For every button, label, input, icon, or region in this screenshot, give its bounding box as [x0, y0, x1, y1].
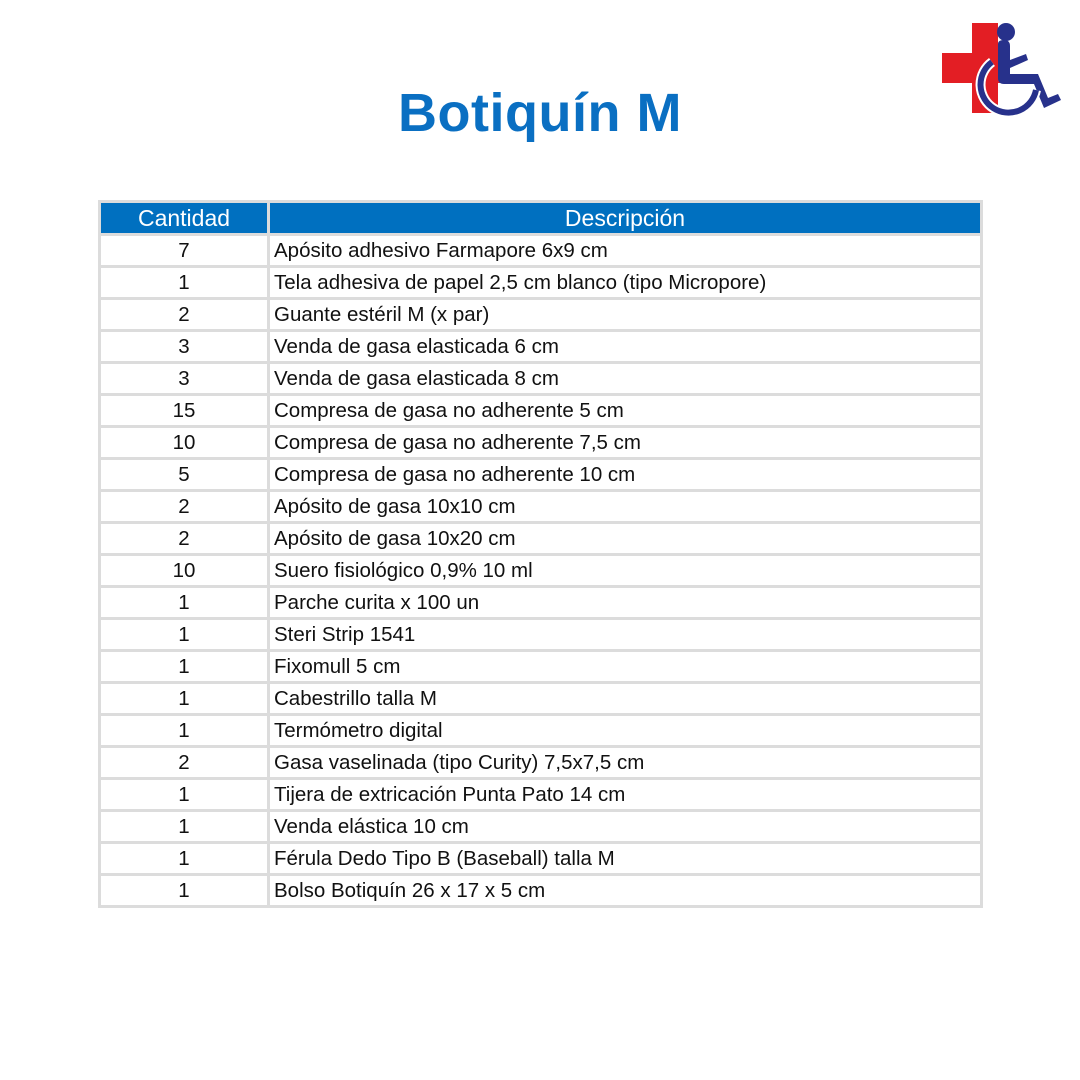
- table-row: [100, 619, 982, 651]
- description-cell: Venda de gasa elasticada 8 cm: [269, 363, 982, 395]
- table-row: [100, 779, 982, 811]
- table-row: [100, 683, 982, 715]
- quantity-cell: 10: [100, 427, 269, 459]
- quantity-cell: 1: [100, 267, 269, 299]
- table-row: [100, 811, 982, 843]
- description-cell: Apósito de gasa 10x20 cm: [269, 523, 982, 555]
- table-row: [100, 395, 982, 427]
- table-header-row: [100, 202, 982, 235]
- table-row: [100, 747, 982, 779]
- description-cell: Suero fisiológico 0,9% 10 ml: [269, 555, 982, 587]
- description-cell: Apósito de gasa 10x10 cm: [269, 491, 982, 523]
- quantity-cell: 5: [100, 459, 269, 491]
- table-row: [100, 875, 982, 907]
- quantity-cell: 7: [100, 235, 269, 267]
- table-row: [100, 331, 982, 363]
- header-cantidad: Cantidad: [100, 202, 269, 235]
- quantity-cell: 2: [100, 747, 269, 779]
- description-cell: Guante estéril M (x par): [269, 299, 982, 331]
- description-cell: Férula Dedo Tipo B (Baseball) talla M: [269, 843, 982, 875]
- quantity-cell: 3: [100, 331, 269, 363]
- description-cell: Venda elástica 10 cm: [269, 811, 982, 843]
- page-title: Botiquín M: [398, 83, 682, 143]
- table-row: [100, 523, 982, 555]
- description-cell: Bolso Botiquín 26 x 17 x 5 cm: [269, 875, 982, 907]
- kit-contents-table: [98, 200, 983, 908]
- table-row: [100, 299, 982, 331]
- description-cell: Tijera de extricación Punta Pato 14 cm: [269, 779, 982, 811]
- description-cell: Compresa de gasa no adherente 5 cm: [269, 395, 982, 427]
- description-cell: Compresa de gasa no adherente 10 cm: [269, 459, 982, 491]
- description-cell: Parche curita x 100 un: [269, 587, 982, 619]
- quantity-cell: 1: [100, 619, 269, 651]
- quantity-cell: 1: [100, 843, 269, 875]
- quantity-cell: 1: [100, 715, 269, 747]
- header-descripcion: Descripción: [269, 202, 982, 235]
- quantity-cell: 1: [100, 683, 269, 715]
- table-row: [100, 235, 982, 267]
- quantity-cell: 1: [100, 779, 269, 811]
- description-cell: Termómetro digital: [269, 715, 982, 747]
- quantity-cell: 1: [100, 811, 269, 843]
- table-row: [100, 363, 982, 395]
- table-row: [100, 651, 982, 683]
- table-row: [100, 459, 982, 491]
- quantity-cell: 1: [100, 651, 269, 683]
- table-row: [100, 427, 982, 459]
- table-row: [100, 491, 982, 523]
- description-cell: Apósito adhesivo Farmapore 6x9 cm: [269, 235, 982, 267]
- table-row: [100, 843, 982, 875]
- table-row: [100, 555, 982, 587]
- description-cell: Venda de gasa elasticada 6 cm: [269, 331, 982, 363]
- quantity-cell: 10: [100, 555, 269, 587]
- table-row: [100, 587, 982, 619]
- description-cell: Compresa de gasa no adherente 7,5 cm: [269, 427, 982, 459]
- quantity-cell: 2: [100, 523, 269, 555]
- quantity-cell: 2: [100, 299, 269, 331]
- description-cell: Cabestrillo talla M: [269, 683, 982, 715]
- quantity-cell: 1: [100, 587, 269, 619]
- quantity-cell: 1: [100, 875, 269, 907]
- description-cell: Gasa vaselinada (tipo Curity) 7,5x7,5 cm: [269, 747, 982, 779]
- table-row: [100, 715, 982, 747]
- description-cell: Steri Strip 1541: [269, 619, 982, 651]
- description-cell: Fixomull 5 cm: [269, 651, 982, 683]
- table-row: [100, 267, 982, 299]
- quantity-cell: 2: [100, 491, 269, 523]
- quantity-cell: 3: [100, 363, 269, 395]
- quantity-cell: 15: [100, 395, 269, 427]
- description-cell: Tela adhesiva de papel 2,5 cm blanco (tipo Micropore): [269, 267, 982, 299]
